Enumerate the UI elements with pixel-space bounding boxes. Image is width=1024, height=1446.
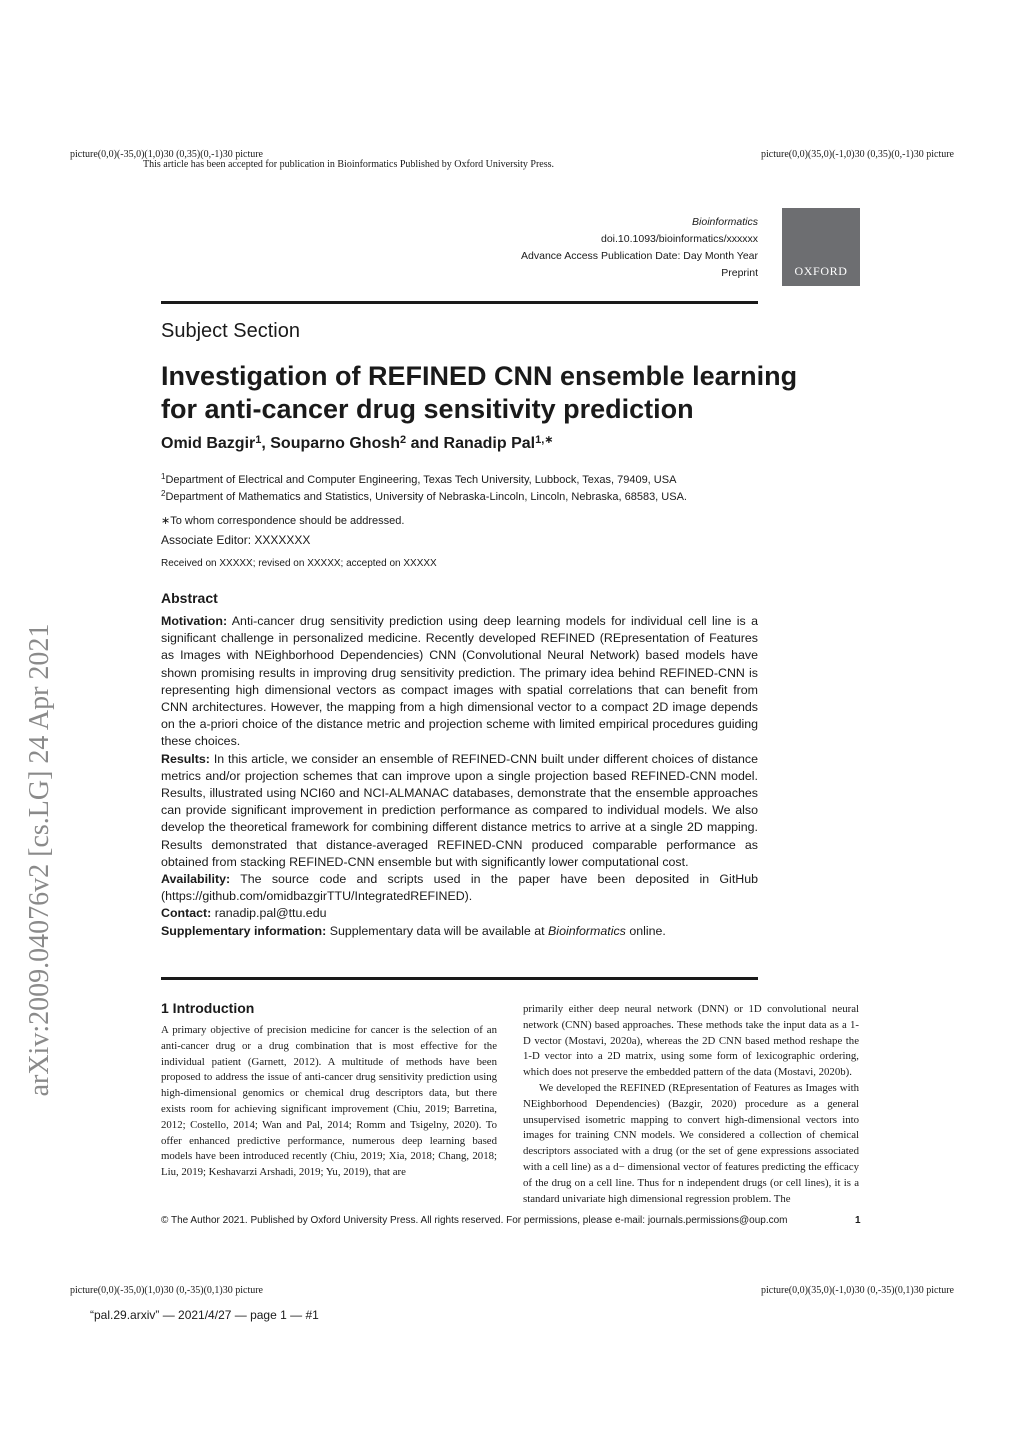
- header-rule: [161, 301, 758, 304]
- build-footer: “pal.29.arxiv” — 2021/4/27 — page 1 — #1: [90, 1308, 319, 1322]
- abstract-availability: [161, 871, 758, 905]
- motivation-text: Anti-cancer drug sensitivity prediction using deep learning models for individual cell line is a significant challenge in personalized medicine. Recently developed REFINED (REpresentation of Features as Images with NEighborhood Dependencies) CNN (Convolutional Neural Network) based models have shown promising results in improving drug sensitivity prediction. The primary idea behind REFINED-CNN is representing high dimensional vectors as compact images with spatial correlations that can benefit from CNN architectures. However, the mapping from a high dimensional vector to a compact 2D image depends on the a-priori choice of the distance metric and projection scheme with limited empirical procedures guiding these choices.: [161, 614, 758, 749]
- affiliation-1: [161, 470, 676, 487]
- author-connector: and: [410, 435, 440, 452]
- affiliation-mark: 2: [161, 489, 166, 498]
- supplementary-journal: Bioinformatics: [548, 923, 626, 938]
- journal-name: Bioinformatics: [692, 216, 758, 228]
- intro-paragraph: A primary objective of precision medicine for cancer is the selection of an anti-cancer drug or a drug combination that is most effective for the individual patient (Garnett, 2012). A multitude of methods have been proposed to address the issue of anti-cancer drug sensitivity prediction using high-dimensional genomics or chemical drug descriptors data, but there exists room for achieving significant improvement (Chiu, 2019; Barretina, 2012; Costello, 2014; Wan and Pal, 2014; Romm and Tsigelny, 2020). To offer enhanced predictive performance, numerous deep learning based models have been introduced recently (Chiu, 2019; Xia, 2018; Chang, 2018; Liu, 2019; Keshavarzi Arshadi, 2019; Yu, 2019), that are: [161, 1024, 497, 1179]
- preprint-status: Preprint: [721, 267, 758, 279]
- journal-info: [521, 214, 758, 282]
- affiliation-2: [161, 487, 687, 504]
- author-name: Souparno Ghosh: [270, 435, 401, 452]
- paper-title: [161, 360, 801, 426]
- intro-column-right: [523, 1002, 859, 1207]
- supplementary-text-end: online.: [629, 923, 666, 938]
- intro-paragraph: We developed the REFINED (REpresentation of Features as Images with NEighborhood Dependencies) (Bazgir, 2020) procedure as a general unsupervised isometric mapping to convert high-dimensional vectors into images for training CNN models. We considered a collection of chemical descriptors associated with a drug (or the set of gene expressions associated with a cell line) as a d− dimensional vector of features predicting the efficacy of the drug on a cell line. Thus for n independent drugs (or cell lines), it is a standard univariate high dimensional regression problem. The: [523, 1081, 859, 1205]
- availability-label: Availability:: [161, 872, 231, 887]
- abstract-heading: Abstract: [161, 590, 218, 606]
- corner-mark-bottom-left: picture(0,0)(-35,0)(1,0)30 (0,-35)(0,1)30 picture: [70, 1285, 263, 1296]
- subject-section: Subject Section: [161, 320, 300, 342]
- received-dates: Received on XXXXX; revised on XXXXX; accepted on XXXXX: [161, 558, 437, 569]
- corner-mark-bottom-right: picture(0,0)(35,0)(-1,0)30 (0,-35)(0,1)30 picture: [761, 1285, 954, 1296]
- page-number: 1: [855, 1215, 861, 1226]
- contact-email[interactable]: ranadip.pal@ttu.edu: [214, 906, 327, 921]
- affiliation-mark: 1: [161, 472, 166, 481]
- copyright-notice: © The Author 2021. Published by Oxford University Press. All rights reserved. For permissions, please e-mail: journals.permissions@oup.com: [161, 1215, 788, 1226]
- affiliation-text: Department of Mathematics and Statistics, University of Nebraska-Lincoln, Lincoln, Nebraska, 68583, USA.: [165, 491, 687, 503]
- author-name: Omid Bazgir: [161, 435, 256, 452]
- results-text: In this article, we consider an ensemble of REFINED-CNN built under different choices of distance metrics and/or projection schemes that can improve upon a single projection based REFINED-CNN model. Results, illustrated using NCI60 and NCI-ALMANAC databases, demonstrate that the ensemble approaches can provide significant improvement in prediction performance as compared to individual models. We also develop the theoretical framework for combining different distance metrics to arrive at a single 2D mapping. Results demonstrated that distance-averaged REFINED-CNN produced comparable performance as obtained from stacking REFINED-CNN ensemble but with significantly lower computational cost.: [161, 751, 758, 869]
- contact-label: Contact:: [161, 906, 212, 921]
- supplementary-text: Supplementary data will be available at: [329, 923, 545, 938]
- affiliation-text: Department of Electrical and Computer Engineering, Texas Tech University, Lubbock, Texas, 79409, USA: [165, 474, 677, 486]
- intro-paragraph: primarily either deep neural network (DNN) or 1D convolutional neural network (CNN) based approaches. These methods take the input data as a 1-D vector (Mostavi, 2020a), whereas the 2D CNN based method reshape the 1-D vector into a 2D matrix, using some form of lexicographic ordering, which does not preserve the embedded pattern of the data (Mostavi, 2020b).: [523, 1003, 859, 1079]
- advance-access-date: Advance Access Publication Date: Day Month Year: [521, 250, 758, 262]
- acceptance-note: This article has been accepted for publication in Bioinformatics Published by Oxford University Press.: [143, 159, 555, 170]
- abstract-contact: [161, 905, 758, 922]
- author-affiliation-mark: 2: [400, 434, 407, 446]
- availability-text: The source code and scripts used in the paper have been deposited in GitHub (https://github.com/omidbazgirTTU/IntegratedREFINED).: [161, 872, 758, 904]
- correspondence-note: ∗To whom correspondence should be addressed.: [161, 515, 405, 527]
- corner-mark-top-right: picture(0,0)(35,0)(-1,0)30 (0,35)(0,-1)30 picture: [761, 149, 954, 160]
- oxford-logo-text: OXFORD: [794, 264, 848, 278]
- abstract-rule: [161, 977, 758, 980]
- associate-editor: Associate Editor: XXXXXXX: [161, 533, 311, 547]
- corner-mark-top-left: picture(0,0)(-35,0)(1,0)30 (0,35)(0,-1)30 picture: [70, 149, 263, 160]
- author-affiliation-mark: 1: [255, 434, 262, 446]
- author-list: Omid Bazgir$^1$, Souparno Ghosh$^2$ and Ranadip Pal$^{1,∗}$: [161, 434, 554, 452]
- abstract-body: [161, 613, 758, 940]
- author-affiliation-mark: 1,∗: [535, 434, 554, 446]
- author-name: Ranadip Pal: [443, 435, 536, 452]
- title-line-2: for anti-cancer drug sensitivity prediction: [161, 394, 694, 424]
- motivation-label: Motivation:: [161, 614, 228, 628]
- results-label: Results:: [161, 751, 210, 766]
- abstract-results: [161, 751, 758, 871]
- abstract-motivation: [161, 613, 758, 751]
- intro-column-left: [161, 1023, 497, 1181]
- title-line-1: Investigation of REFINED CNN ensemble learning: [161, 361, 798, 391]
- journal-doi: doi.10.1093/bioinformatics/xxxxxx: [601, 233, 758, 245]
- introduction-heading: 1 Introduction: [161, 1000, 255, 1016]
- abstract-supplementary: [161, 923, 758, 940]
- oxford-logo: [782, 208, 860, 286]
- arxiv-stamp: arXiv:2009.04076v2 [cs.LG] 24 Apr 2021: [24, 623, 55, 1097]
- supplementary-label: Supplementary information:: [161, 923, 327, 938]
